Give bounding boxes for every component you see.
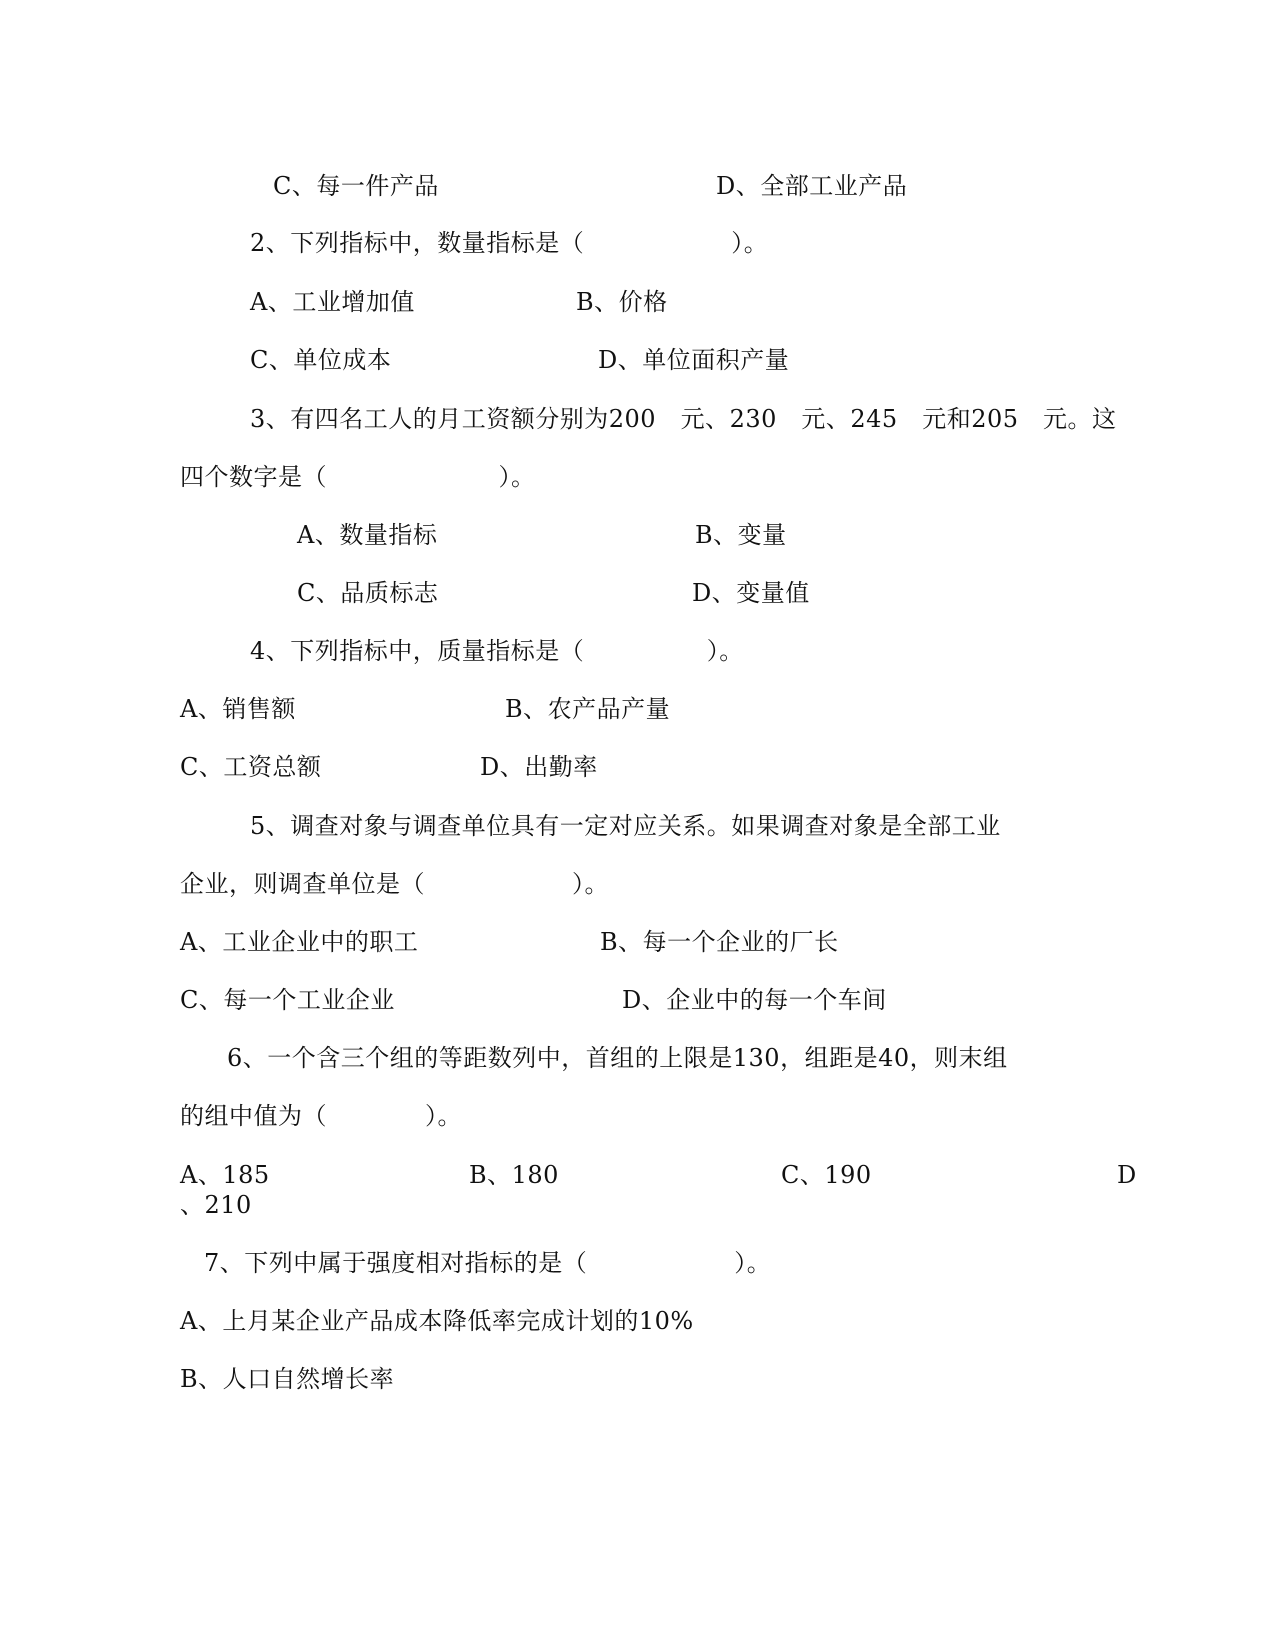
q1-option-c: C、每一件产品: [273, 172, 439, 200]
q6-option-a: A、185: [180, 1161, 270, 1189]
q5-option-b: B、每一个企业的厂长: [600, 928, 839, 956]
q4-option-d: D、出勤率: [480, 753, 598, 781]
q3-option-d: D、变量值: [692, 579, 810, 607]
q3-stem-line-2: 四个数字是（ ）。: [180, 463, 536, 491]
q4-option-c: C、工资总额: [180, 753, 322, 781]
q5-option-d: D、企业中的每一个车间: [622, 986, 887, 1014]
q3-stem-line-1: 3、有四名工人的月工资额分别为200 元、230 元、245 元和205 元。这: [250, 405, 1117, 433]
q3-option-a: A、数量指标: [297, 521, 438, 549]
q2-stem: 2、下列指标中，数量指标是（ ）。: [250, 229, 769, 257]
q3-option-c: C、品质标志: [297, 579, 439, 607]
q2-option-a: A、工业增加值: [250, 288, 415, 316]
q3-option-b: B、变量: [695, 521, 787, 549]
q5-stem-line-1: 5、调查对象与调查单位具有一定对应关系。如果调查对象是全部工业: [250, 812, 1001, 840]
q2-option-c: C、单位成本: [250, 346, 392, 374]
q7-option-a: A、上月某企业产品成本降低率完成计划的10%: [180, 1307, 694, 1335]
q6-option-c: C、190: [781, 1161, 872, 1189]
q2-option-b: B、价格: [576, 288, 668, 316]
q7-option-b: B、人口自然增长率: [180, 1365, 395, 1393]
q6-option-d-letter: D: [1117, 1161, 1137, 1189]
q4-stem: 4、下列指标中，质量指标是（ ）。: [250, 637, 744, 665]
q5-stem-line-2: 企业，则调查单位是（ ）。: [180, 870, 609, 898]
q7-stem: 7、下列中属于强度相对指标的是（ ）。: [204, 1249, 772, 1277]
q6-stem-line-1: 6、一个含三个组的等距数列中，首组的上限是130，组距是40，则末组: [227, 1044, 1008, 1072]
q5-option-a: A、工业企业中的职工: [180, 928, 419, 956]
q2-option-d: D、单位面积产量: [598, 346, 790, 374]
q6-option-d-value: 、210: [180, 1191, 252, 1219]
q5-option-c: C、每一个工业企业: [180, 986, 395, 1014]
q4-option-a: A、销售额: [180, 695, 296, 723]
q6-stem-line-2: 的组中值为（ ）。: [180, 1102, 462, 1130]
q6-option-b: B、180: [469, 1161, 559, 1189]
q4-option-b: B、农产品产量: [505, 695, 671, 723]
q1-option-d: D、全部工业产品: [716, 172, 908, 200]
